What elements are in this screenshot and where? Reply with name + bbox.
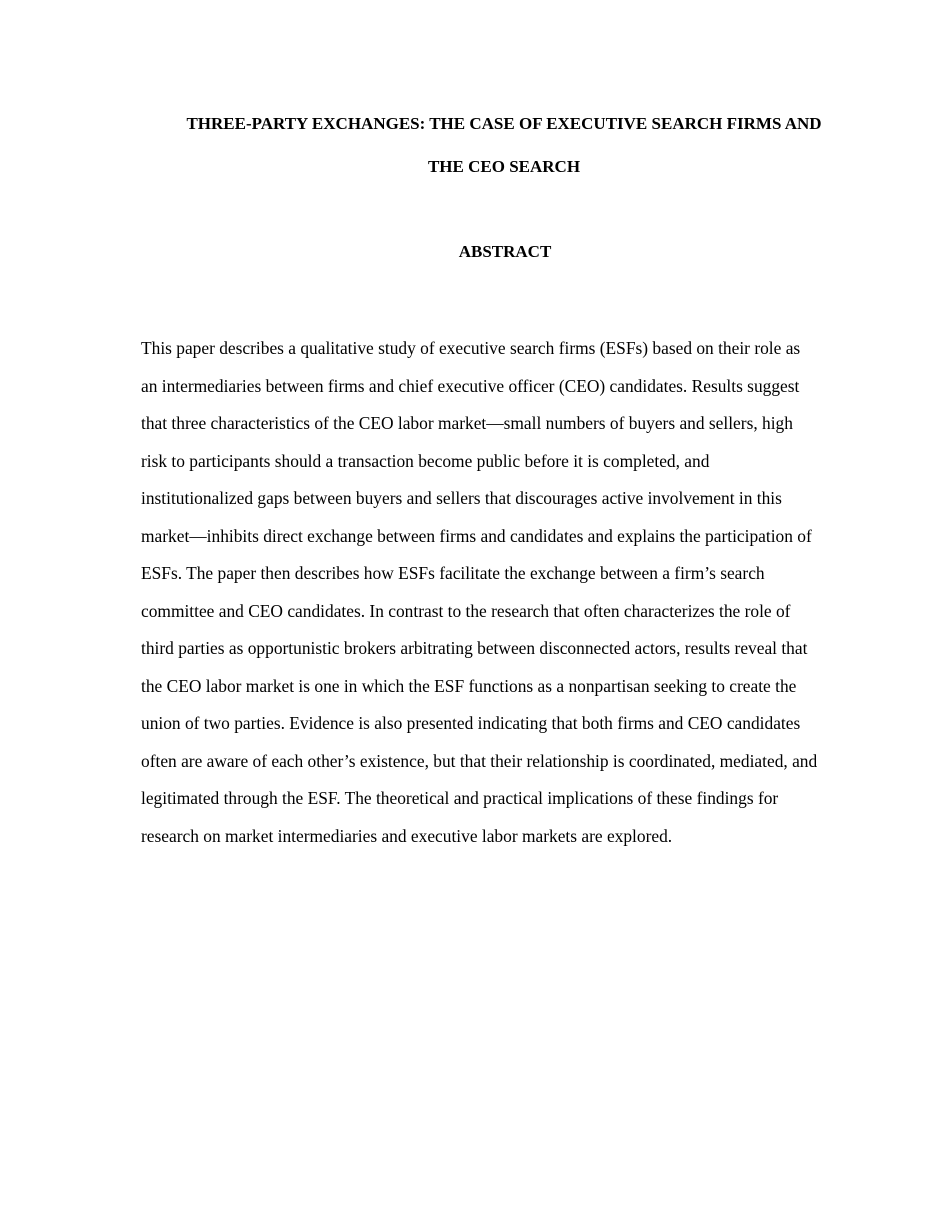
abstract-line: This paper describes a qualitative study of executive search firms (ESFs) based on their role as <box>141 338 801 358</box>
abstract-line: often are aware of each other’s existence, but that their relationship is coordinated, mediated, and <box>141 750 818 771</box>
abstract-line: market—inhibits direct exchange between firms and candidates and explains the participation of <box>141 525 812 546</box>
abstract-line: committee and CEO candidates. In contrast to the research that often characterizes the role of <box>141 600 791 621</box>
paper-title-line-1: THREE-PARTY EXCHANGES: THE CASE OF EXECUTIVE SEARCH FIRMS AND <box>186 114 822 133</box>
abstract-line: the CEO labor market is one in which the ESF functions as a nonpartisan seeking to create the <box>141 675 797 696</box>
abstract-heading: ABSTRACT <box>458 242 552 261</box>
abstract-line: third parties as opportunistic brokers arbitrating between disconnected actors, results reveal that <box>141 638 808 658</box>
abstract-line: that three characteristics of the CEO labor market—small numbers of buyers and sellers, high <box>141 413 793 433</box>
abstract-line: an intermediaries between firms and chief executive officer (CEO) candidates. Results suggest <box>141 375 800 396</box>
abstract-body <box>141 338 871 863</box>
abstract-line: risk to participants should a transaction become public before it is completed, and <box>141 450 710 471</box>
abstract-line: institutionalized gaps between buyers and sellers that discourages active involvement in this <box>141 488 782 508</box>
abstract-line: research on market intermediaries and executive labor markets are explored. <box>141 825 673 846</box>
abstract-line: legitimated through the ESF. The theoretical and practical implications of these findings for <box>141 788 779 808</box>
abstract-line: union of two parties. Evidence is also presented indicating that both firms and CEO candidates <box>141 713 801 733</box>
paper-title-line-2: THE CEO SEARCH <box>427 157 581 176</box>
abstract-line: ESFs. The paper then describes how ESFs facilitate the exchange between a firm’s search <box>141 563 765 583</box>
